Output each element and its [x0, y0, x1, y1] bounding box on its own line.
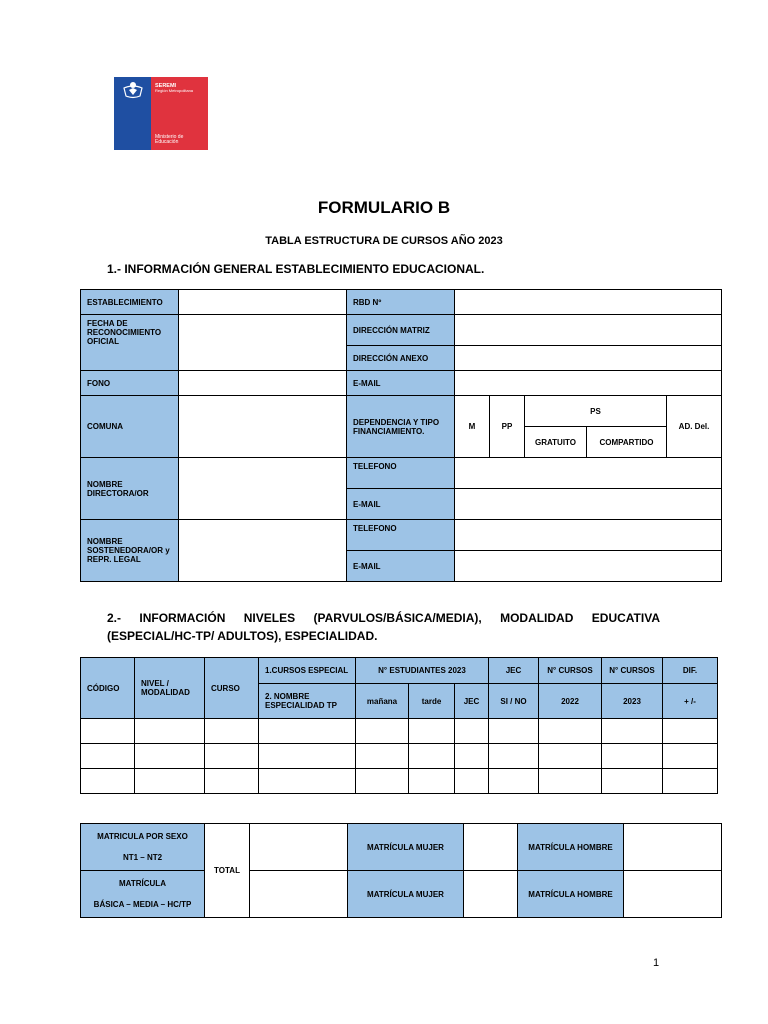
col-n-estudiantes: N° ESTUDIANTES 2023	[356, 658, 489, 684]
input-email-director[interactable]	[455, 489, 722, 520]
cell-input[interactable]	[539, 719, 602, 744]
input-nombre-director[interactable]	[179, 458, 347, 520]
section2-heading: 2.- INFORMACIÓN NIVELES (PARVULOS/BÁSICA/MEDIA), MODALIDAD EDUCATIVA (ESPECIAL/HC-TP/ ADULTOS), ESPECIALIDAD.	[107, 611, 660, 643]
input-mujer-nt[interactable]	[464, 824, 518, 871]
option-pp[interactable]: PP	[490, 396, 525, 458]
col-tarde: tarde	[409, 684, 455, 719]
col-jec-sub: JEC	[455, 684, 489, 719]
cell-input[interactable]	[663, 719, 718, 744]
page-title: FORMULARIO B	[317, 198, 451, 217]
label-matricula-hombre-basica: MATRÍCULA HOMBRE	[518, 871, 624, 918]
cell-input[interactable]	[455, 719, 489, 744]
col-curso: CURSO	[205, 658, 259, 719]
cell-input[interactable]	[81, 769, 135, 794]
label-nombre-director: NOMBRE DIRECTORA/OR	[81, 458, 179, 520]
input-nombre-sostenedor[interactable]	[179, 520, 347, 582]
logo-blue-panel	[114, 77, 151, 150]
input-total-basica[interactable]	[250, 871, 348, 918]
cell-input[interactable]	[205, 719, 259, 744]
col-n-cursos-2022: N° CURSOS	[539, 658, 602, 684]
option-gratuito[interactable]: GRATUITO	[525, 427, 587, 458]
input-email[interactable]	[455, 371, 722, 396]
input-hombre-nt[interactable]	[624, 824, 722, 871]
col-si-no: SI / NO	[489, 684, 539, 719]
table-row	[81, 744, 718, 769]
cell-input[interactable]	[259, 719, 356, 744]
col-year-2022: 2022	[539, 684, 602, 719]
input-hombre-basica[interactable]	[624, 871, 722, 918]
table-row	[81, 719, 718, 744]
cell-input[interactable]	[356, 719, 409, 744]
label-telefono-sostenedor: TELEFONO	[347, 520, 455, 551]
cell-input[interactable]	[356, 744, 409, 769]
cell-input[interactable]	[602, 769, 663, 794]
label-rbd: RBD Nº	[347, 290, 455, 315]
coat-of-arms-icon	[120, 80, 146, 100]
input-direccion-matriz[interactable]	[455, 315, 722, 346]
label-matricula-por-sexo	[81, 824, 205, 871]
logo-text	[155, 83, 193, 94]
seremi-logo	[114, 77, 208, 150]
input-telefono-director[interactable]	[455, 458, 722, 489]
label-matricula-mujer-basica: MATRÍCULA MUJER	[348, 871, 464, 918]
label-por-sexo: MATRICULA POR SEXO	[97, 832, 188, 841]
cell-input[interactable]	[259, 744, 356, 769]
input-fecha[interactable]	[179, 315, 347, 371]
label-direccion-matriz: DIRECCIÓN MATRIZ	[347, 315, 455, 346]
label-dependencia: DEPENDENCIA Y TIPO FINANCIAMIENTO.	[347, 396, 455, 458]
label-matricula-mujer-nt: MATRÍCULA MUJER	[348, 824, 464, 871]
label-fecha: FECHA DE RECONOCIMIENTO OFICIAL	[81, 315, 179, 371]
option-compartido[interactable]: COMPARTIDO	[587, 427, 667, 458]
cell-input[interactable]	[135, 744, 205, 769]
header-ps: PS	[525, 396, 667, 427]
info-table	[80, 289, 722, 582]
logo-region: Región Metropolitana	[155, 88, 194, 94]
label-fono: FONO	[81, 371, 179, 396]
input-comuna[interactable]	[179, 396, 347, 458]
label-nombre-sostenedor: NOMBRE SOSTENEDORA/OR y REPR. LEGAL	[81, 520, 179, 582]
cell-input[interactable]	[135, 769, 205, 794]
col-year-2023: 2023	[602, 684, 663, 719]
input-direccion-anexo[interactable]	[455, 346, 722, 371]
input-fono[interactable]	[179, 371, 347, 396]
option-m[interactable]: M	[455, 396, 490, 458]
input-rbd[interactable]	[455, 290, 722, 315]
label-comuna: COMUNA	[81, 396, 179, 458]
input-telefono-sostenedor[interactable]	[455, 520, 722, 551]
logo-brand: SEREMI	[155, 83, 177, 89]
cell-input[interactable]	[81, 744, 135, 769]
cell-input[interactable]	[356, 769, 409, 794]
cell-input[interactable]	[135, 719, 205, 744]
label-establecimiento: ESTABLECIMIENTO	[81, 290, 179, 315]
input-email-sostenedor[interactable]	[455, 551, 722, 582]
matricula-table	[80, 823, 722, 918]
cell-input[interactable]	[455, 769, 489, 794]
input-total-nt[interactable]	[250, 824, 348, 871]
col-manana: mañana	[356, 684, 409, 719]
label-email-sostenedor: E-MAIL	[347, 551, 455, 582]
logo-ministry-line1: Ministerio de	[155, 133, 184, 140]
label-total: TOTAL	[205, 824, 250, 918]
niveles-table	[80, 657, 718, 794]
cell-input[interactable]	[259, 769, 356, 794]
cell-input[interactable]	[205, 769, 259, 794]
cell-input[interactable]	[663, 769, 718, 794]
cell-input[interactable]	[489, 744, 539, 769]
input-establecimiento[interactable]	[179, 290, 347, 315]
col-n-cursos-2023: N° CURSOS	[602, 658, 663, 684]
cell-input[interactable]	[205, 744, 259, 769]
cell-input[interactable]	[602, 719, 663, 744]
cell-input[interactable]	[489, 769, 539, 794]
cell-input[interactable]	[602, 744, 663, 769]
label-basica: BÁSICA – MEDIA – HC/TP	[93, 900, 192, 909]
section1-heading: 1.- INFORMACIÓN GENERAL ESTABLECIMIENTO EDUCACIONAL.	[107, 262, 485, 276]
col-nombre-especialidad: 2. NOMBRE ESPECIALIDAD TP	[259, 684, 356, 719]
col-nivel: NIVEL / MODALIDAD	[135, 658, 205, 719]
label-matricula-hombre-nt: MATRÍCULA HOMBRE	[518, 824, 624, 871]
cell-input[interactable]	[409, 769, 455, 794]
col-plus-minus: + /-	[663, 684, 718, 719]
label-direccion-anexo: DIRECCIÓN ANEXO	[347, 346, 455, 371]
input-mujer-basica[interactable]	[464, 871, 518, 918]
cell-input[interactable]	[539, 744, 602, 769]
col-jec: JEC	[489, 658, 539, 684]
label-email: E-MAIL	[347, 371, 455, 396]
option-ad-del[interactable]: AD. Del.	[667, 396, 722, 458]
page-number: 1	[653, 957, 660, 969]
label-email-director: E-MAIL	[347, 489, 455, 520]
logo-ministry	[155, 135, 183, 147]
logo-red-panel	[151, 77, 208, 150]
cell-input[interactable]	[409, 719, 455, 744]
label-matricula-basica	[81, 871, 205, 918]
col-dif: DIF.	[663, 658, 718, 684]
cell-input[interactable]	[409, 744, 455, 769]
cell-input[interactable]	[489, 719, 539, 744]
cell-input[interactable]	[455, 744, 489, 769]
page-subtitle: TABLA ESTRUCTURA DE CURSOS AÑO 2023	[265, 235, 503, 247]
label-matricula: MATRÍCULA	[119, 879, 166, 888]
logo-ministry-line2: Educación	[155, 139, 179, 146]
col-codigo: CÓDIGO	[81, 658, 135, 719]
cell-input[interactable]	[81, 719, 135, 744]
cell-input[interactable]	[539, 769, 602, 794]
label-telefono-director: TELEFONO	[347, 458, 455, 489]
col-cursos-especial: 1.CURSOS ESPECIAL	[259, 658, 356, 684]
table-row	[81, 769, 718, 794]
label-nt: NT1 – NT2	[122, 853, 163, 862]
cell-input[interactable]	[663, 744, 718, 769]
